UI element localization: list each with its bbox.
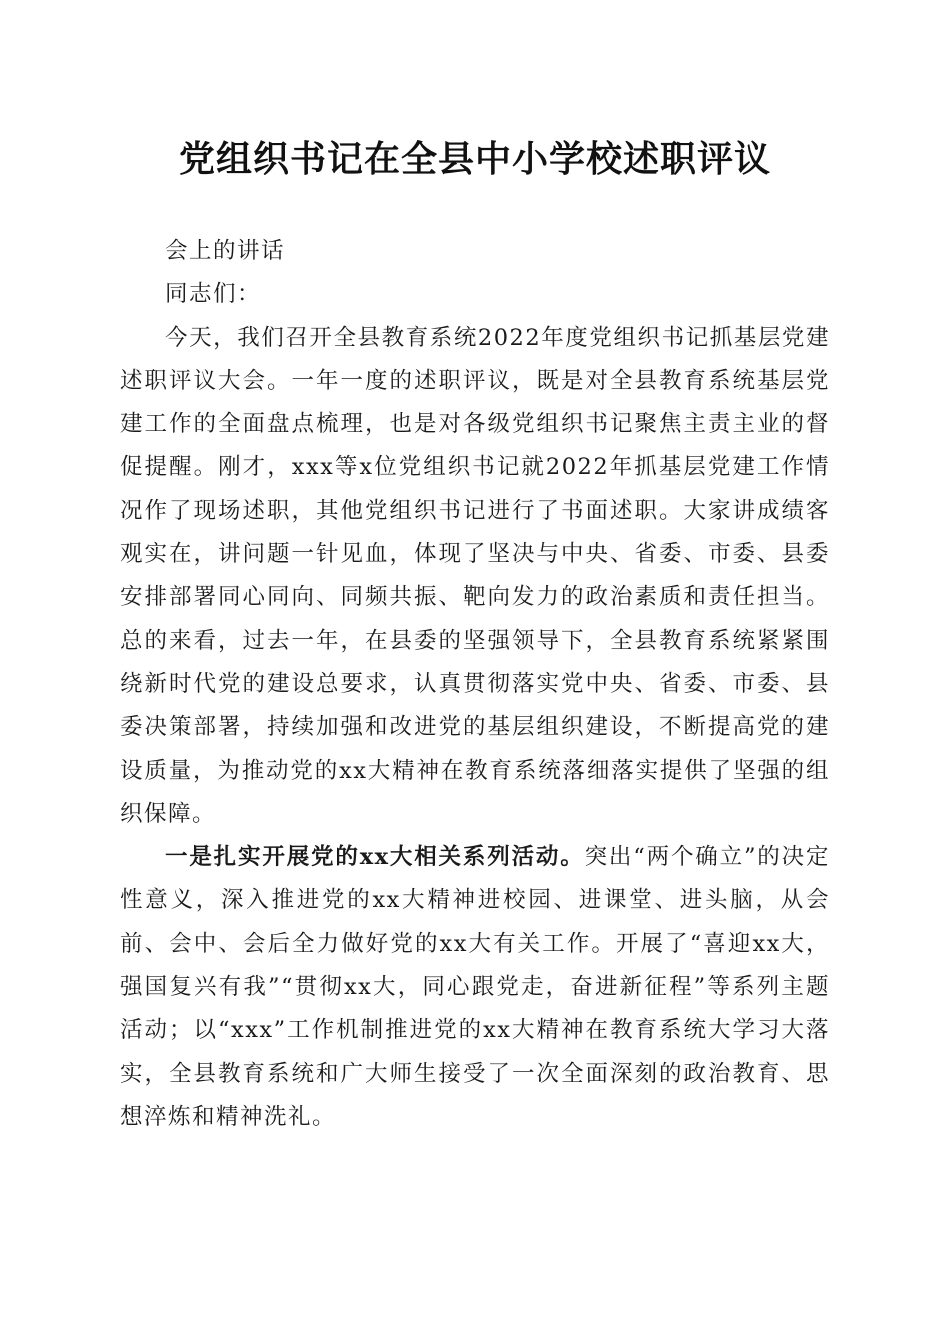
paragraph-lead-heading: 一是扎实开展党的xx大相关系列活动。 — [165, 844, 585, 871]
paragraph-salutation — [120, 273, 830, 316]
paragraph-point-one — [120, 836, 830, 1139]
document-body — [120, 230, 830, 1139]
paragraph-text: 突出“两个确立”的决定性意义，深入推进党的xx大精神进校园、进课堂、进头脑，从会前、会中、会后全力做好党的xx大有关工作。开展了“喜迎xx大，强国复兴有我”“贯彻xx大，同心跟党走，奋进新征程”等系列主题活动；以“xxx”工作机制推进党的xx大精神在教育系统大学习大落实，全县教育系统和广大师生接受了一次全面深刻的政治教育、思想淬炼和精神洗礼。 — [120, 844, 830, 1130]
paragraph-text: 今天，我们召开全县教育系统2022年度党组织书记抓基层党建述职评议大会。一年一度的述职评议，既是对全县教育系统基层党建工作的全面盘点梳理，也是对各级党组织书记聚焦主责主业的督促提醒。刚才，xxx等x位党组织书记就2022年抓基层党建工作情况作了现场述职，其他党组织书记进行了书面述职。大家讲成绩客观实在，讲问题一针见血，体现了坚决与中央、省委、市委、县委安排部署同心同向、同频共振、靶向发力的政治素质和责任担当。总的来看，过去一年，在县委的坚强领导下，全县教育系统紧紧围绕新时代党的建设总要求，认真贯彻落实党中央、省委、市委、县委决策部署，持续加强和改进党的基层组织建设，不断提高党的建设质量，为推动党的xx大精神在教育系统落细落实提供了坚强的组织保障。 — [120, 324, 830, 827]
paragraph-subtitle-continuation — [120, 230, 830, 273]
paragraph-text: 同志们： — [165, 281, 262, 308]
document-title: 党组织书记在全县中小学校述职评议 — [178, 138, 771, 180]
paragraph-intro — [120, 317, 830, 837]
paragraph-text: 会上的讲话 — [165, 238, 286, 264]
